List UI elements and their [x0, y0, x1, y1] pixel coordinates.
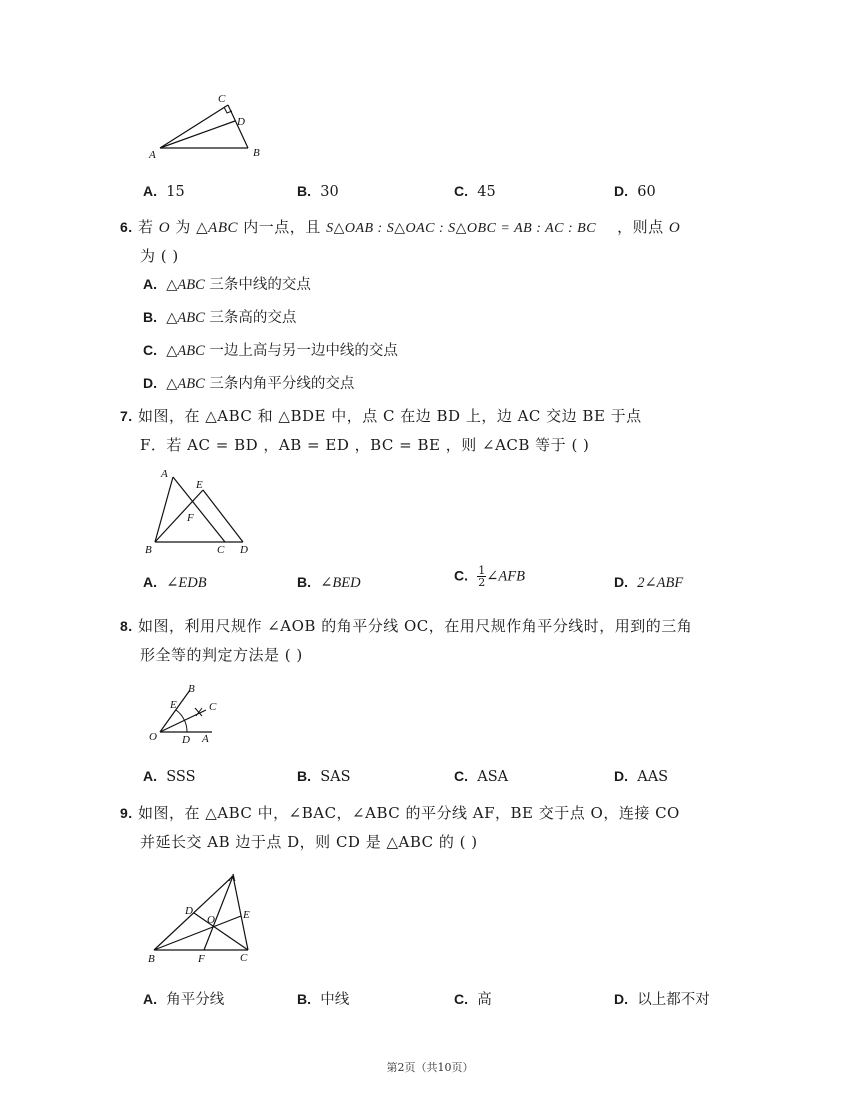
- q5-option-a[interactable]: A. 15: [143, 183, 185, 200]
- q6-option-b[interactable]: B. △ABC 三条高的交点: [143, 309, 297, 326]
- q7-option-c[interactable]: C. $\frac{1}{2}$ ∠AFB: [454, 564, 525, 589]
- q8-option-b[interactable]: B. SAS: [297, 768, 351, 785]
- q8-option-c[interactable]: C. ASA: [454, 768, 509, 785]
- fig5-label-a: A: [149, 149, 156, 161]
- fig5-label-b: B: [253, 147, 260, 159]
- q8-option-d[interactable]: D. AAS: [614, 768, 669, 785]
- fig9-label-f: F: [198, 953, 205, 965]
- q7-option-a[interactable]: A. ∠EDB: [143, 574, 207, 591]
- figure-q7-triangles: [140, 462, 260, 560]
- fig9-label-c: C: [240, 952, 248, 964]
- q8-stem-line1: 8. 如图，利用尺规作 ∠AOB 的角平分线 OC，在用尺规作角平分线时，用到的三角: [120, 617, 693, 635]
- q6-option-a[interactable]: A. △ABC 三条中线的交点: [143, 276, 311, 293]
- fig9-label-d: D: [185, 905, 193, 917]
- fig8-label-e: E: [170, 699, 177, 711]
- q6-stem-line1: 6. 若 O 为 △ABC 内一点，且 S△OAB : S△OAC : S△OBC = AB : AC : BC ，则点 O: [120, 218, 681, 236]
- q8-option-a[interactable]: A. SSS: [143, 768, 196, 785]
- q5-option-b[interactable]: B. 30: [297, 183, 339, 200]
- q7-stem-line2: F．若 AC = BD ，AB = ED ，BC = BE ，则 ∠ACB 等于 ( ): [140, 436, 590, 454]
- fig7-label-d: D: [240, 544, 248, 556]
- fig8-label-b: B: [188, 683, 195, 695]
- q9-option-a[interactable]: A. 角平分线: [143, 991, 225, 1008]
- fig9-label-o: O: [207, 914, 215, 926]
- q9-option-c[interactable]: C. 高: [454, 991, 492, 1008]
- q9-option-d[interactable]: D. 以上都不对: [614, 991, 710, 1008]
- q5-option-d[interactable]: D. 60: [614, 183, 656, 200]
- fig5-label-c: C: [218, 93, 226, 105]
- fig7-label-a: A: [161, 468, 168, 480]
- q6-option-c[interactable]: C. △ABC 一边上高与另一边中线的交点: [143, 342, 398, 359]
- fig9-label-b: B: [148, 953, 155, 965]
- q7-stem-line1: 7. 如图，在 △ABC 和 △BDE 中，点 C 在边 BD 上，边 AC 交边 BE 于点: [120, 407, 642, 425]
- figure-q5-triangle: [140, 90, 280, 165]
- q5-option-c[interactable]: C. 45: [454, 183, 496, 200]
- fig7-label-c: C: [217, 544, 225, 556]
- fig8-label-o: O: [149, 731, 157, 743]
- fig7-label-f: F: [187, 512, 194, 524]
- q8-stem-line2: 形全等的判定方法是 ( ): [140, 646, 303, 664]
- q7-option-b[interactable]: B. ∠BED: [297, 574, 361, 591]
- q9-stem-line1: 9. 如图，在 △ABC 中，∠BAC，∠ABC 的平分线 AF，BE 交于点 O，连接 CO: [120, 804, 680, 822]
- fig8-label-c: C: [209, 701, 217, 713]
- q6-area-ratio-formula: S△OAB : S△OAC : S△OBC = AB : AC : BC: [326, 221, 597, 236]
- fig7-label-b: B: [145, 544, 152, 556]
- figure-q9-triangle: [140, 866, 270, 966]
- fraction-one-half: $\frac{1}{2}$: [478, 564, 486, 589]
- fig7-label-e: E: [196, 479, 203, 491]
- fig9-label-a: A: [229, 872, 236, 884]
- q6-stem-line2: 为 ( ): [140, 247, 179, 265]
- fig9-label-e: E: [243, 909, 250, 921]
- page-footer: 第2页（共10页）: [386, 1061, 474, 1074]
- q6-option-d[interactable]: D. △ABC 三条内角平分线的交点: [143, 375, 355, 392]
- q9-option-b[interactable]: B. 中线: [297, 991, 350, 1008]
- q7-option-d[interactable]: D. 2∠ABF: [614, 574, 684, 591]
- q9-stem-line2: 并延长交 AB 边于点 D，则 CD 是 △ABC 的 ( ): [140, 833, 478, 851]
- fig8-label-a: A: [202, 733, 209, 745]
- fig8-label-d: D: [182, 734, 190, 746]
- fig5-label-d: D: [237, 116, 245, 128]
- figure-q8-angle-bisector: [140, 680, 240, 750]
